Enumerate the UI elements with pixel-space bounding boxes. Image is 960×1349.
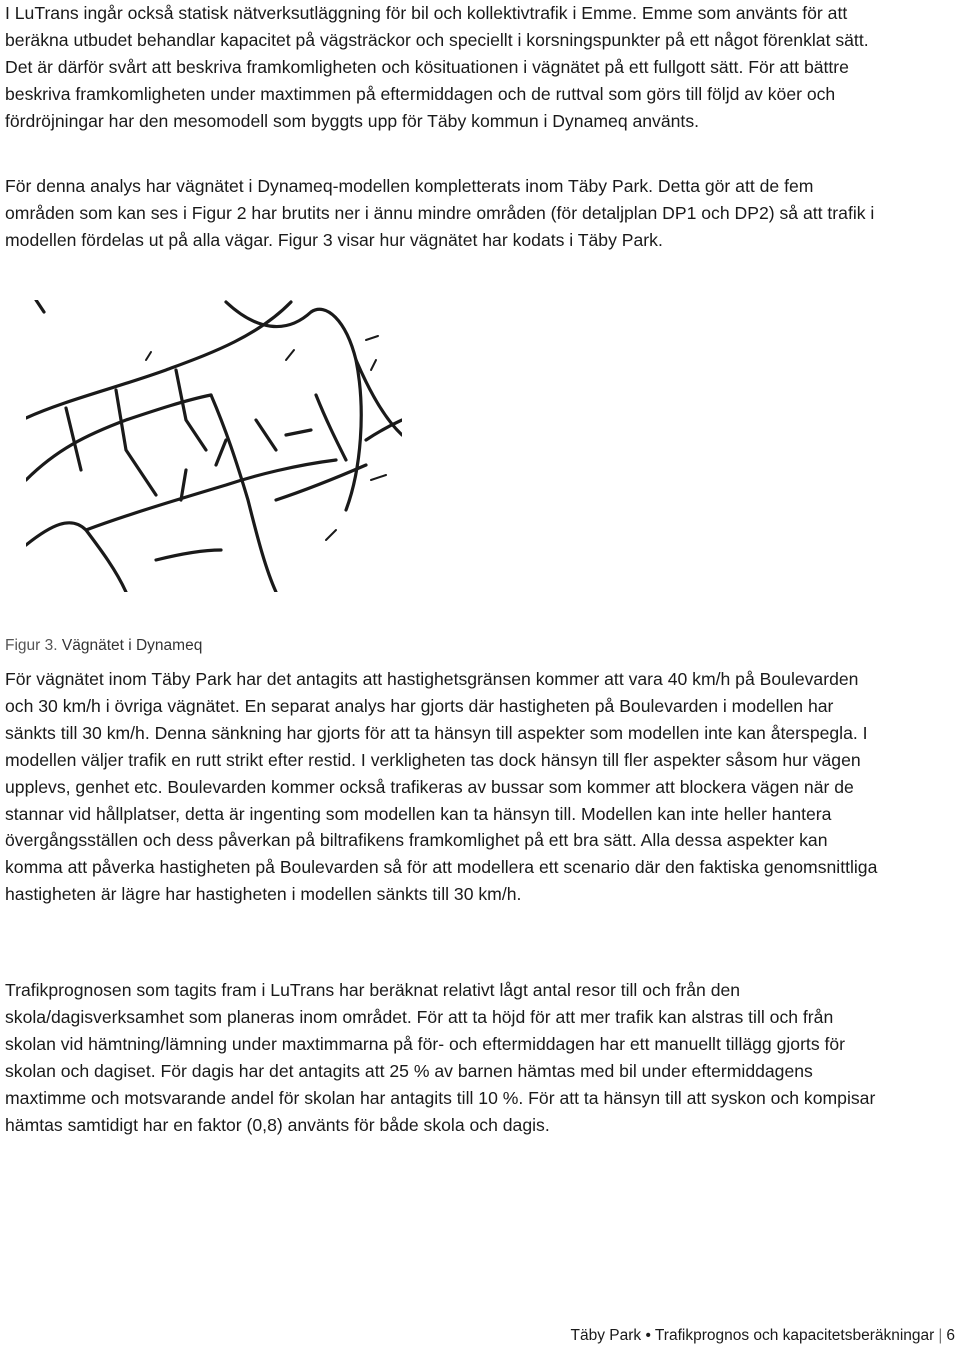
tick-3 xyxy=(286,350,294,360)
tick-1 xyxy=(366,336,378,340)
tick-4 xyxy=(146,352,151,360)
road-stub-5 xyxy=(156,550,221,560)
footer-separator: | xyxy=(938,1327,943,1344)
road-stub-2 xyxy=(256,420,276,450)
road-stub-6 xyxy=(181,470,186,500)
figure-caption-text: Vägnätet i Dynameq xyxy=(61,637,203,654)
tick-5 xyxy=(326,530,336,540)
tick-6 xyxy=(371,475,386,480)
paragraph-school-traffic: Trafikprognosen som tagits fram i LuTrans har beräknat relativt lågt antal resor till och från den skola/dagisverksamhet som planeras inom området. För att ta höjd för att mer trafik kan alstras till och från skolan vid hämtning/lämning under maxtimmarna på för- och eftermiddagen har ett manuellt tillägg gjorts för skolan och dagiset. För dagis har det antagits att 25 % av barnen hämtas med bil under eftermiddagens maxtimme och motsvarande andel för skolan har antagits till 10 %. För att ta hänsyn till att syskon och kompisar hämtas samtidigt har en faktor (0,8) använts för både skola och dagis. xyxy=(5,980,876,1135)
road-south xyxy=(86,460,336,530)
tick-2 xyxy=(371,360,376,370)
road-east-diag xyxy=(316,395,346,460)
road-inner-3 xyxy=(176,370,206,450)
road-stub-3 xyxy=(286,430,311,435)
road-center xyxy=(211,395,276,592)
paragraph-speed-limits: För vägnätet inom Täby Park har det antagits att hastighetsgränsen kommer att vara 40 km/h på Boulevarden och 30 km/h i övriga vägnätet. En separat analys har gjorts där hastigheten på Boulevarden i modellen har sänkts till 30 km/h. Denna sänkning har gjorts för att ta hänsyn till aspekter som modellen inte kan återspegla. I modellen väljer trafik en rutt strikt efter restid. I verkligheten tas dock hänsyn till fler aspekter såsom hur vägen upplevs, genhet etc. Boulevarden kommer också trafikeras av bussar som kommer att blockera vägen när de stannar vid hållplatser, detta är ingenting som modellen kan ta hänsyn till. Modellen kan inte heller hantera övergångsställen och dess påverkan på biltrafikens framkomlighet på ett bra sätt. Alla dessa aspekter kan komma att påverka hastigheten på Boulevarden så för att modellera ett scenario där den faktiska genomsnittliga hastigheten är lägre har hastigheten i modellen sänkts till 30 km/h. xyxy=(5,669,878,905)
paragraph-network-completion: För denna analys har vägnätet i Dynameq-modellen kompletterats inom Täby Park. Detta gör att de fem områden som kan ses i Figur 2 har brutits ner i ännu mindre områden (för detaljplan DP1 och DP2) så att trafik i modellen fördelas ut på alla vägar. Figur 3 visar hur vägnätet har kodats i Täby Park. xyxy=(5,176,875,250)
footer-title: Täby Park • Trafikprognos och kapacitetsberäkningar xyxy=(570,1327,935,1344)
road-stub-4 xyxy=(216,440,226,465)
page-footer xyxy=(571,1327,956,1345)
page-number: 6 xyxy=(946,1327,955,1344)
figure-caption xyxy=(5,637,202,655)
paragraph-intro: I LuTrans ingår också statisk nätverksutläggning för bil och kollektivtrafik i Emme. Emme som använts för att beräkna utbudet behandlar kapacitet på vägsträckor och speciellt i korsningspunkter på ett något förenklat sätt. Det är därför svårt att beskriva framkomligheten och kösituationen i vägnätet på ett fullgott sätt. För att bättre beskriva framkomligheten under maxtimmen på eftermiddagen och de ruttval som görs till följd av köer och fördröjningar har den mesomodell som byggts upp för Täby kommun i Dynameq använts. xyxy=(5,3,869,131)
figure-caption-label: Figur 3. xyxy=(5,637,58,654)
road-stub-1 xyxy=(36,300,44,312)
road-southwest xyxy=(26,523,126,592)
road-network-map xyxy=(26,300,402,592)
road-inner-1 xyxy=(116,390,156,495)
